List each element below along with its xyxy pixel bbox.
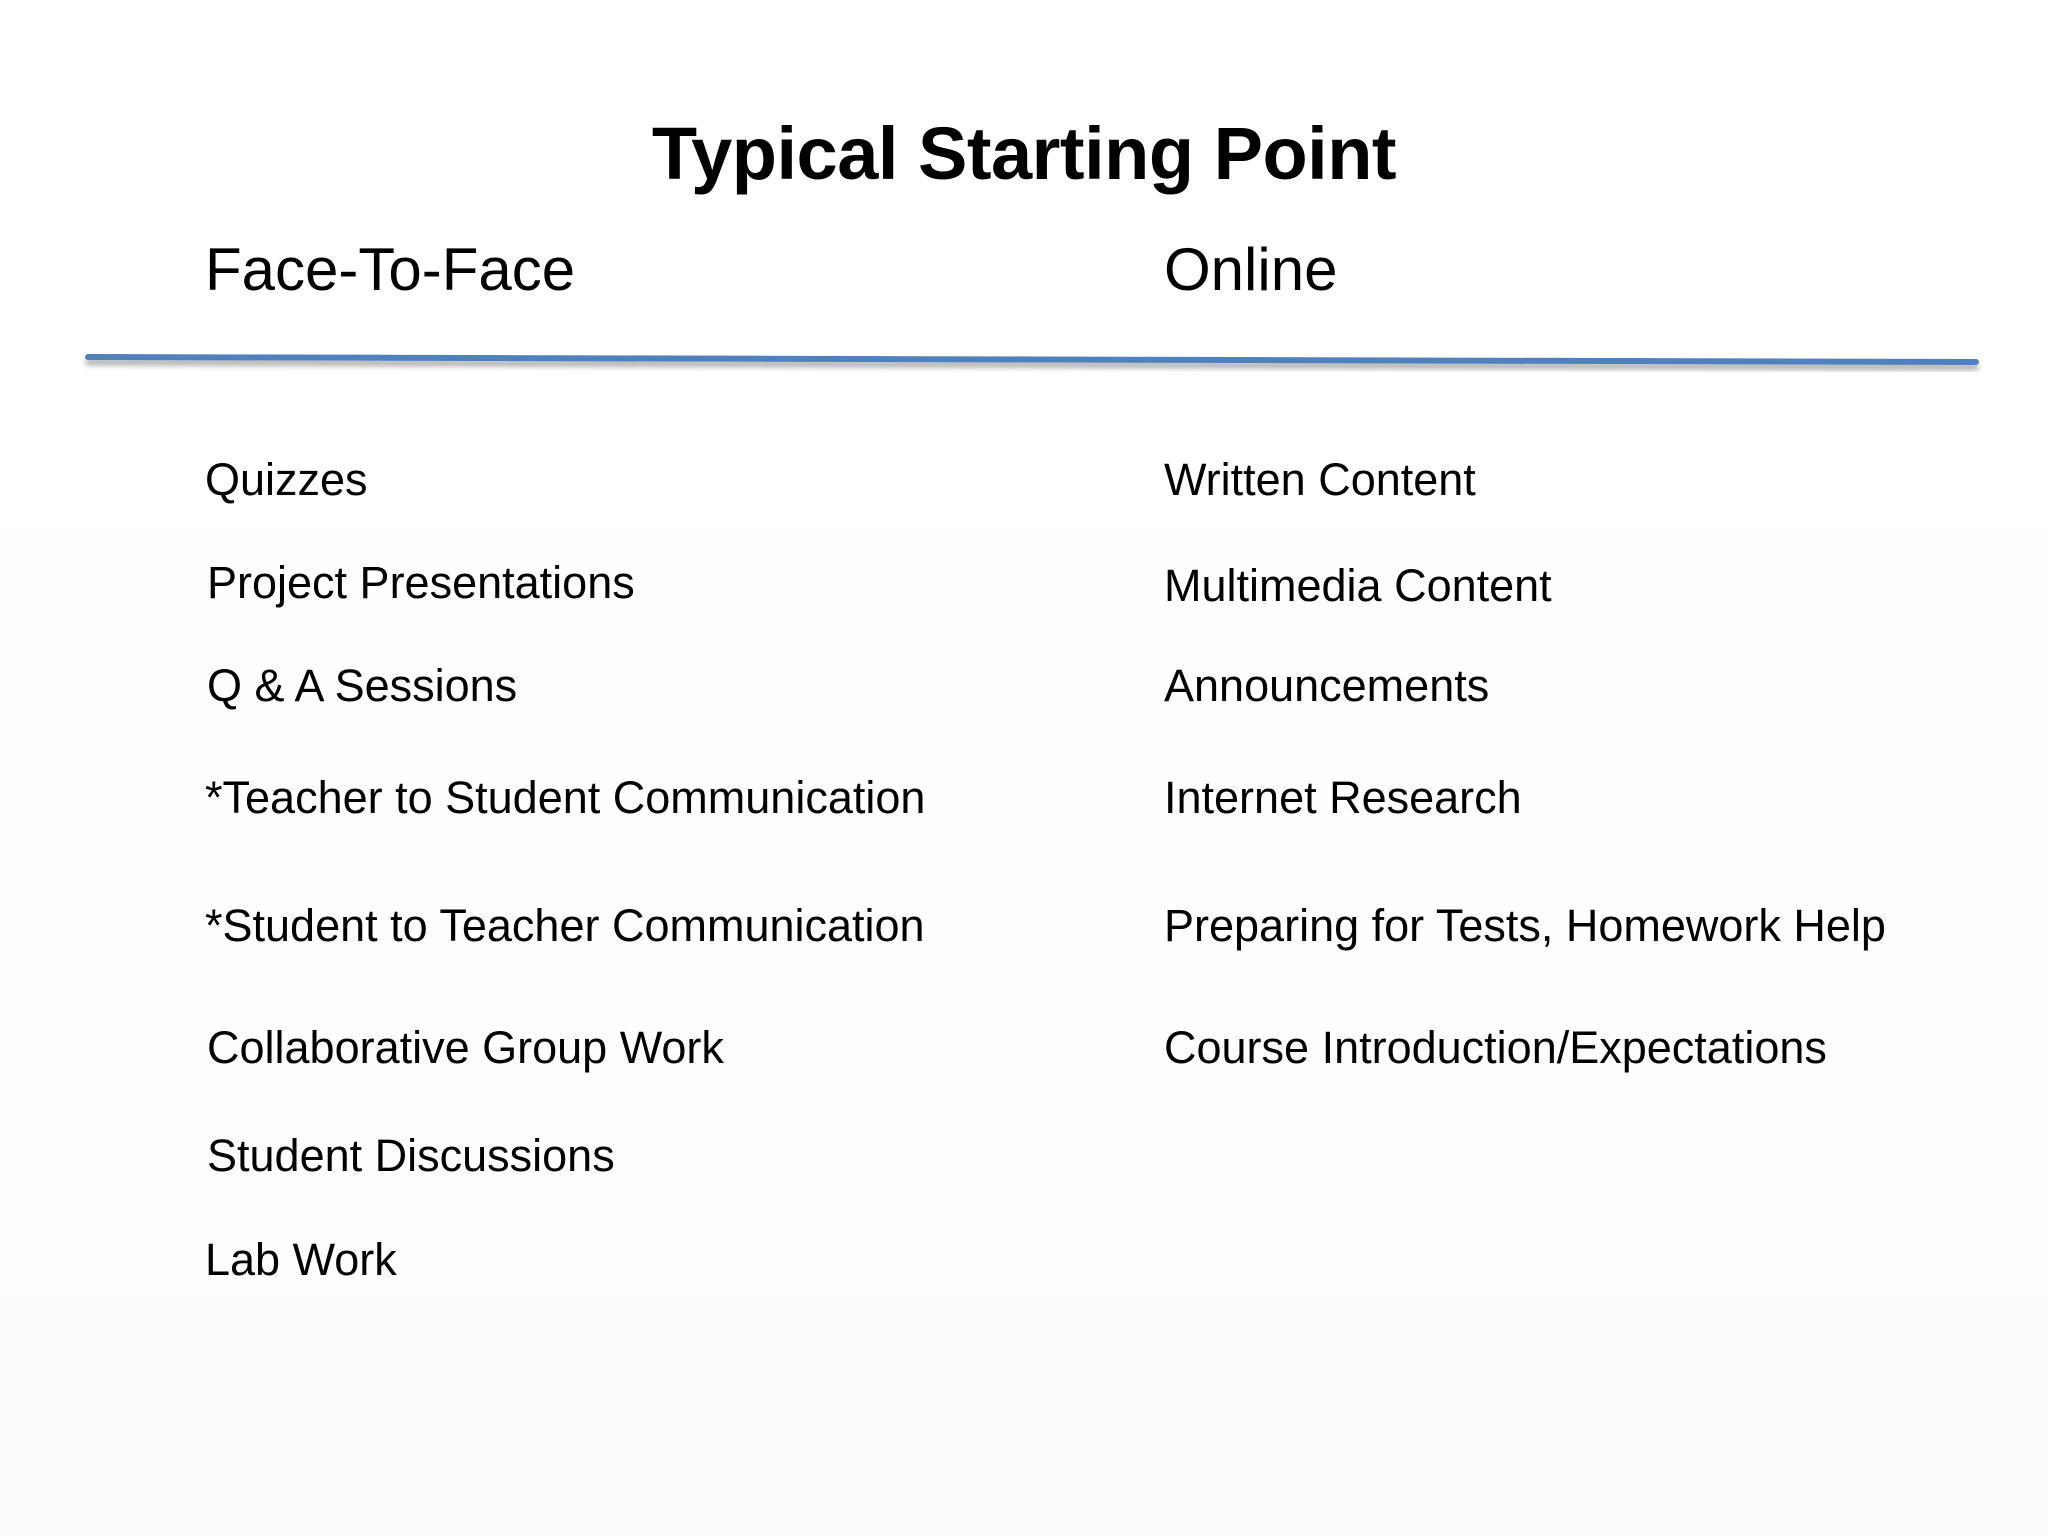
column-header-face-to-face: Face-To-Face xyxy=(205,236,576,303)
list-item-announcements: Announcements xyxy=(1164,660,1490,711)
list-item-lab-work: Lab Work xyxy=(205,1234,397,1285)
list-item-student-discussions: Student Discussions xyxy=(207,1130,615,1181)
list-item-student-to-teacher: *Student to Teacher Communication xyxy=(205,900,925,951)
list-item-multimedia-content: Multimedia Content xyxy=(1164,560,1552,611)
list-item-teacher-to-student: *Teacher to Student Communication xyxy=(205,772,926,823)
slide-title: Typical Starting Point xyxy=(651,112,1397,195)
list-item-preparing-for-tests: Preparing for Tests, Homework Help xyxy=(1164,900,1886,951)
list-item-qa-sessions: Q & A Sessions xyxy=(207,660,518,711)
list-item-quizzes: Quizzes xyxy=(205,454,368,505)
list-item-project-presentations: Project Presentations xyxy=(207,557,635,608)
header-divider xyxy=(0,0,2048,400)
list-item-written-content: Written Content xyxy=(1164,454,1476,505)
list-item-internet-research: Internet Research xyxy=(1164,772,1522,823)
list-item-collaborative-group-work: Collaborative Group Work xyxy=(207,1022,724,1073)
list-item-course-introduction: Course Introduction/Expectations xyxy=(1164,1022,1827,1073)
column-header-online: Online xyxy=(1164,236,1338,303)
